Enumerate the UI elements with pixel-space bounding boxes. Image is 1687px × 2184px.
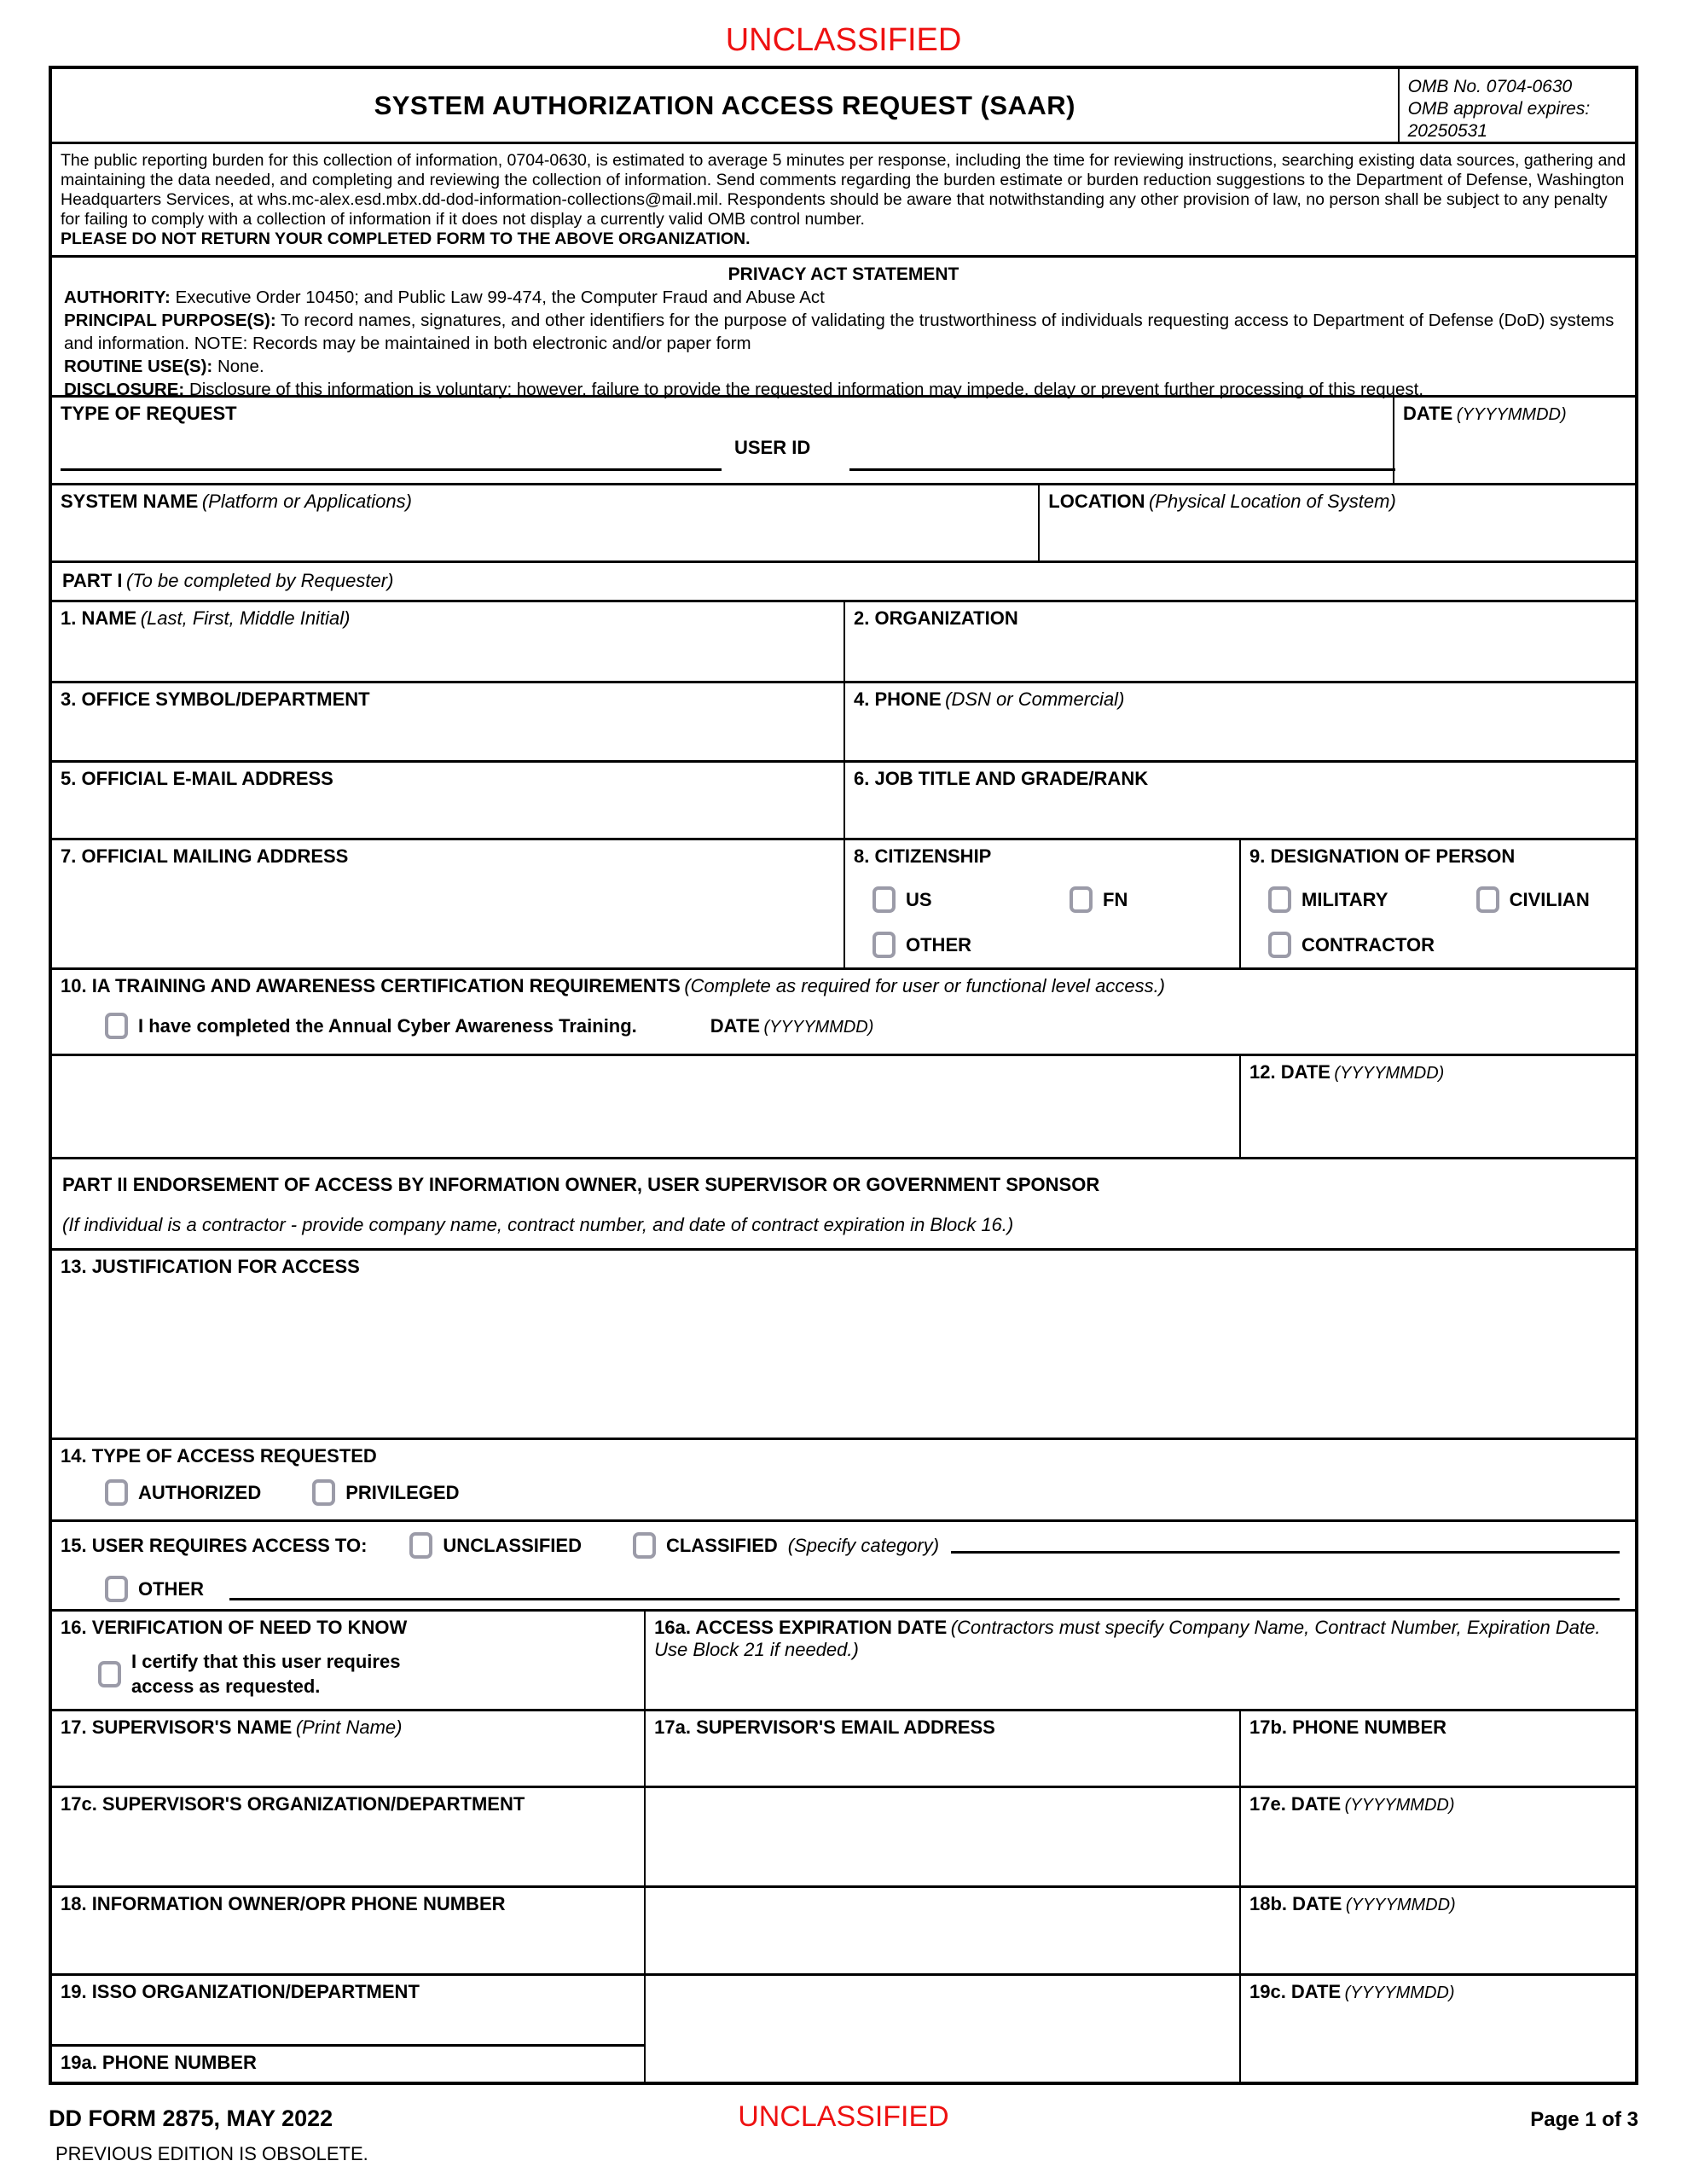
field-7-label: 7. OFFICIAL MAILING ADDRESS [61,845,349,867]
field-17-hint: (Print Name) [295,1716,403,1738]
need-to-know-checkbox[interactable] [98,1661,121,1687]
privacy-authority-label: AUTHORITY: [64,288,171,307]
other-access-entry-line[interactable] [229,1598,1620,1600]
location-field[interactable] [1038,485,1635,561]
field-16a-expiration[interactable] [644,1612,1635,1709]
field-19c-format: (YYYYMMDD) [1344,1984,1455,2002]
citizenship-other-label: OTHER [906,933,971,956]
form-title-cell [52,69,1398,142]
field-16-label: 16. VERIFICATION OF NEED TO KNOW [61,1617,408,1638]
field-12-format: (YYYYMMDD) [1334,1064,1445,1083]
location-hint: (Physical Location of System) [1148,491,1396,512]
user-id-entry-line[interactable] [849,468,1395,471]
field-6-label: 6. JOB TITLE AND GRADE/RANK [854,768,1149,789]
field-15-access-level [52,1522,1635,1609]
field-14-type-of-access [52,1440,1635,1519]
access-authorized-checkbox[interactable] [105,1479,128,1506]
access-other-label: OTHER [138,1577,204,1600]
field-17b-label: 17b. PHONE NUMBER [1249,1716,1447,1738]
citizenship-us-label: US [906,888,932,910]
access-privileged-checkbox[interactable] [312,1479,335,1506]
access-privileged-label: PRIVILEGED [345,1481,460,1503]
omb-box [1398,69,1635,142]
access-other-option[interactable] [105,1576,204,1602]
need-to-know-option[interactable] [98,1649,400,1699]
field-17c-supervisor-org[interactable] [52,1788,644,1885]
field-17d-signature-area[interactable] [644,1788,1239,1885]
citizenship-fn-checkbox[interactable] [1070,886,1093,913]
field-17-supervisor-name[interactable] [52,1711,644,1786]
row-19 [52,1973,1635,2082]
row-15 [52,1519,1635,1609]
field-10-ia-training [52,970,1635,1054]
designation-civilian-checkbox[interactable] [1476,886,1499,913]
field-19c-date[interactable] [1239,1976,1635,2082]
row-5-6 [52,760,1635,838]
form-title: SYSTEM AUTHORIZATION ACCESS REQUEST (SAAR) [374,90,1076,120]
need-to-know-label [131,1649,400,1699]
access-unclassified-checkbox[interactable] [409,1532,432,1559]
cyber-awareness-checkbox[interactable] [105,1013,128,1039]
field-12-label: 12. DATE [1249,1061,1330,1083]
type-of-request-row [52,395,1635,483]
field-19-column [52,1976,644,2082]
field-11-signature-area[interactable] [52,1056,1239,1157]
system-name-label: SYSTEM NAME [61,491,199,512]
part2-heading [52,1159,1110,1248]
privacy-disclosure-text: Disclosure of this information is voluntary; however, failure to provide the requested information may impede, delay or prevent further processing of this request. [188,380,1424,399]
field-4-label: 4. PHONE [854,688,942,710]
field-17e-date[interactable] [1239,1788,1635,1885]
field-2-organization[interactable] [844,602,1635,681]
privacy-disclosure-label: DISCLOSURE: [64,380,185,399]
field-17e-format: (YYYYMMDD) [1344,1796,1455,1815]
field-10-date[interactable] [710,1015,874,1037]
row-1-2 [52,600,1635,681]
field-1-name[interactable] [52,602,844,681]
privacy-statement [52,258,1635,399]
citizenship-fn-label: FN [1103,888,1128,910]
privacy-purpose-text: To record names, signatures, and other identifiers for the purpose of validating the trustworthiness of individuals requesting access to Department of Defense (DoD) systems and information. NOTE: Records may be maintained in both electronic and/or paper form [64,311,1615,353]
field-6-job-title[interactable] [844,763,1635,838]
field-1-label: 1. NAME [61,607,137,629]
citizenship-other-checkbox[interactable] [872,932,896,958]
designation-civilian-option[interactable] [1476,886,1590,913]
designation-contractor-label: CONTRACTOR [1301,933,1435,956]
row-3-4 [52,681,1635,760]
field-16a-label: 16a. ACCESS EXPIRATION DATE [654,1617,948,1638]
part1-header-row [52,561,1635,600]
field-4-hint: (DSN or Commercial) [945,688,1125,710]
field-9-designation [1239,840,1635,967]
field-10-date-label: DATE [710,1014,761,1037]
privacy-routine-text: None. [217,357,264,376]
row-16 [52,1609,1635,1709]
privacy-purpose [64,309,1623,355]
field-13-label: 13. JUSTIFICATION FOR ACCESS [61,1256,360,1277]
field-9-label: 9. DESIGNATION OF PERSON [1249,845,1516,867]
access-authorized-option[interactable] [105,1479,261,1506]
access-unclassified-option[interactable] [409,1532,582,1559]
burden-statement [52,144,1635,255]
field-19-isso-org[interactable] [52,1976,644,2044]
cyber-awareness-option[interactable] [105,1013,637,1039]
access-classified-label: CLASSIFIED [665,1534,778,1556]
access-privileged-option[interactable] [312,1479,459,1506]
field-10-hint: (Complete as required for user or functional level access.) [684,975,1166,996]
omb-expires-label: OMB approval expires: [1407,99,1591,119]
field-3-office-symbol[interactable] [52,683,844,760]
field-18-label: 18. INFORMATION OWNER/OPR PHONE NUMBER [61,1893,506,1914]
field-18b-date[interactable] [1239,1888,1635,1973]
designation-contractor-option[interactable] [1268,932,1435,958]
field-5-label: 5. OFFICIAL E-MAIL ADDRESS [61,768,333,789]
classified-category-entry-line[interactable] [951,1551,1620,1554]
citizenship-fn-option[interactable] [1070,886,1128,913]
access-classified-hint: (Specify category) [787,1534,940,1556]
classification-banner-bottom: UNCLASSIFIED [738,2100,949,2133]
privacy-authority-text: Executive Order 10450; and Public Law 99-474, the Computer Fraud and Abuse Act [175,288,825,307]
part2-header-row [52,1157,1635,1248]
access-classified-option[interactable] [633,1532,939,1559]
location-label: LOCATION [1048,491,1145,512]
field-7-mailing-address[interactable] [52,840,844,967]
system-name-field[interactable] [52,485,1038,561]
system-row [52,483,1635,561]
field-2-label: 2. ORGANIZATION [854,607,1018,629]
part2-heading-hint: (If individual is a contractor - provide company name, contract number, and date of contract expiration in Block 16.) [62,1214,1014,1235]
burden-text: The public reporting burden for this collection of information, 0704-0630, is estimated to average 5 minutes per response, including the time for reviewing instructions, searching existing data sources, gathering and maintaining the data needed, and completing and reviewing the collection of information. Send comments regarding the burden estimate or burden reduction suggestions to the Department of Defense, Washington Headquarters Services, at whs.mc-alex.esd.mbx.dd-dod-information-collections@mail.mil. Respondents should be aware that notwithstanding any other provision of law, no person shall be subject to any penalty for failing to comply with a collection of information if it does not display a currently valid OMB control number. [61,151,1626,229]
field-18b-label: 18b. DATE [1249,1893,1342,1914]
field-10-label: 10. IA TRAINING AND AWARENESS CERTIFICATION REQUIREMENTS [61,975,681,996]
need-to-know-line1: I certify that this user requires [131,1651,401,1672]
row-10 [52,967,1635,1054]
designation-military-checkbox[interactable] [1268,886,1291,913]
type-of-request-label: TYPE OF REQUEST [61,403,237,424]
citizenship-us-option[interactable] [872,886,1070,913]
citizenship-us-checkbox[interactable] [872,886,896,913]
burden-warning: PLEASE DO NOT RETURN YOUR COMPLETED FORM TO THE ABOVE ORGANIZATION. [61,229,751,248]
field-17b-phone[interactable] [1239,1711,1635,1786]
field-17-label: 17. SUPERVISOR'S NAME [61,1716,293,1738]
title-row [52,69,1635,142]
privacy-purpose-label: PRINCIPAL PURPOSE(S): [64,311,276,330]
privacy-routine [64,355,1623,378]
part2-heading-label: PART II ENDORSEMENT OF ACCESS BY INFORMATION OWNER, USER SUPERVISOR OR GOVERNMENT SPONSOR [62,1174,1100,1195]
field-19a-label: 19a. PHONE NUMBER [61,2052,257,2073]
previous-edition-note: PREVIOUS EDITION IS OBSOLETE. [55,2143,368,2164]
field-16-need-to-know [52,1612,644,1709]
privacy-routine-label: ROUTINE USE(S): [64,357,213,376]
access-unclassified-label: UNCLASSIFIED [443,1534,582,1556]
designation-military-label: MILITARY [1301,888,1388,910]
access-classified-checkbox[interactable] [633,1532,656,1559]
field-19c-label: 19c. DATE [1249,1981,1342,2002]
privacy-authority [64,286,1623,309]
field-17a-label: 17a. SUPERVISOR'S EMAIL ADDRESS [654,1716,995,1738]
row-7-8-9 [52,838,1635,967]
designation-military-option[interactable] [1268,886,1476,913]
field-8-label: 8. CITIZENSHIP [854,845,992,867]
system-name-hint: (Platform or Applications) [201,491,412,512]
field-13-justification[interactable] [52,1251,1635,1438]
field-18b-format: (YYYYMMDD) [1345,1896,1456,1914]
field-15-label: 15. USER REQUIRES ACCESS TO: [61,1534,368,1556]
field-1-hint: (Last, First, Middle Initial) [140,607,351,629]
access-authorized-label: AUTHORIZED [138,1481,262,1503]
field-17c-label: 17c. SUPERVISOR'S ORGANIZATION/DEPARTMENT [61,1793,525,1815]
designation-civilian-label: CIVILIAN [1509,888,1590,910]
type-of-request-field[interactable] [52,398,1393,483]
request-date-format: (YYYYMMDD) [1456,405,1567,424]
classification-banner-top: UNCLASSIFIED [725,22,962,58]
request-date-label: DATE [1403,403,1453,424]
row-17c [52,1786,1635,1885]
privacy-heading: PRIVACY ACT STATEMENT [728,264,959,284]
omb-number: OMB No. 0704-0630 [1407,77,1573,96]
row-14 [52,1438,1635,1519]
field-8-citizenship [844,840,1239,967]
request-date-field[interactable] [1393,398,1635,483]
field-12-date[interactable] [1239,1056,1635,1157]
citizenship-other-option[interactable] [872,932,971,958]
field-18-info-owner-phone[interactable] [52,1888,644,1973]
field-19b-signature-area[interactable] [644,1976,1239,2082]
footer [49,2100,1638,2134]
row-17 [52,1709,1635,1786]
field-4-phone[interactable] [844,683,1635,760]
need-to-know-line2: access as requested. [131,1676,321,1697]
access-other-checkbox[interactable] [105,1576,128,1602]
field-18a-signature-area[interactable] [644,1888,1239,1973]
field-5-email[interactable] [52,763,844,838]
field-14-label: 14. TYPE OF ACCESS REQUESTED [61,1445,377,1467]
row-18 [52,1885,1635,1973]
cyber-awareness-label: I have completed the Annual Cyber Awareness Training. [138,1014,637,1037]
form-id: DD FORM 2875, MAY 2022 [49,2106,333,2131]
type-of-request-entry-line[interactable] [61,468,722,471]
user-id-label: USER ID [734,437,811,458]
privacy-row [52,255,1635,399]
page-number: Page 1 of 3 [1530,2108,1638,2131]
field-16a-hint: (Contractors must specify Company Name, Contract Number, Expiration Date. Use Block 21 if needed.) [654,1617,1601,1660]
row-13 [52,1248,1635,1438]
burden-row [52,142,1635,255]
omb-expires-date: 20250531 [1407,121,1488,141]
field-3-label: 3. OFFICE SYMBOL/DEPARTMENT [61,688,370,710]
part1-heading-label: PART I [62,570,123,591]
field-17a-supervisor-email[interactable] [644,1711,1239,1786]
designation-contractor-checkbox[interactable] [1268,932,1291,958]
field-17e-label: 17e. DATE [1249,1793,1342,1815]
field-10-date-format: (YYYYMMDD) [763,1017,874,1037]
part1-heading [52,563,403,600]
part1-heading-hint: (To be completed by Requester) [125,570,394,591]
field-19a-phone[interactable] [52,2044,644,2082]
form-body [49,66,1638,2085]
field-19-label: 19. ISSO ORGANIZATION/DEPARTMENT [61,1981,420,2002]
row-11-12 [52,1054,1635,1157]
